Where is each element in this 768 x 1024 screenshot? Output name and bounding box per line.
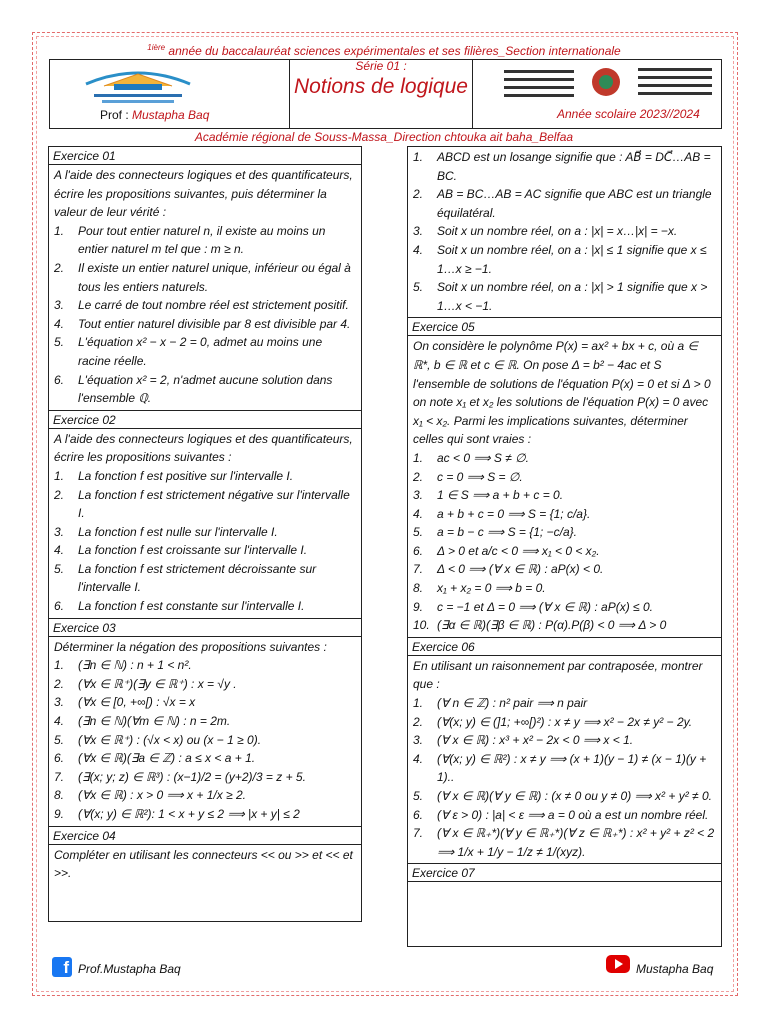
- list-item: [54, 486, 356, 523]
- item-text: (∀(x; y) ∈ ℝ²) : x ≠ y ⟹ (x + 1)(y − 1) ≠ (x − 1)(y + 1)..: [437, 751, 707, 785]
- list-item: [413, 505, 716, 524]
- item-text: x₁ + x₂ = 0 ⟹ b = 0.: [437, 581, 546, 596]
- exercise-list: [413, 694, 716, 861]
- item-number: 5.: [54, 732, 65, 747]
- exercise-body: [408, 147, 721, 317]
- item-text: (∀ x ∈ ℝ₊*)(∀ y ∈ ℝ₊*)(∀ z ∈ ℝ₊*) : x² + y² + z² < 2 ⟹ 1/x + 1/y − 1/z ≠ 1/(xyz).: [437, 826, 715, 859]
- list-item: [54, 786, 356, 805]
- item-number: 1.: [54, 468, 65, 483]
- item-text: (∃n ∈ ℕ)(∀m ∈ ℕ) : n = 2m.: [78, 714, 231, 729]
- item-text: (∀ ε > 0) : |a| < ε ⟹ a = 0 où a est un nombre réel.: [437, 807, 709, 822]
- item-number: 2.: [54, 260, 65, 275]
- list-item: [54, 296, 356, 315]
- list-item: [54, 371, 356, 408]
- prof-label: Prof : Mustapha Baq: [100, 108, 210, 122]
- item-text: La fonction f est constante sur l'intervalle I.: [78, 599, 305, 614]
- item-text: (∀ x ∈ ℝ) : x³ + x² − 2x < 0 ⟹ x < 1.: [437, 733, 634, 748]
- list-item: [413, 713, 716, 732]
- item-text: (∃α ∈ ℝ)(∃β ∈ ℝ) : P(α).P(β) < 0 ⟹ Δ > 0: [437, 618, 667, 633]
- item-text: La fonction f est strictement décroissante sur l'intervalle I.: [78, 561, 317, 595]
- title-box: [289, 59, 473, 129]
- item-number: 3.: [54, 695, 65, 710]
- exercise-section: [49, 147, 361, 410]
- item-text: (∃n ∈ ℕ) : n + 1 < n².: [78, 658, 192, 673]
- item-text: ac < 0 ⟹ S ≠ ∅.: [437, 450, 529, 465]
- item-text: Soit x un nombre réel, on a : |x| > 1 signifie que x > 1…x < −1.: [437, 280, 708, 313]
- list-item: [54, 541, 356, 560]
- exercise-title: Exercice 03: [49, 619, 361, 637]
- list-item: [413, 486, 716, 505]
- item-number: 2.: [413, 714, 424, 729]
- list-item: [413, 806, 716, 825]
- item-text: a + b + c = 0 ⟹ S = {1; c/a}.: [437, 506, 591, 521]
- item-number: 1.: [413, 450, 424, 465]
- item-number: 4.: [54, 543, 65, 558]
- youtube-icon[interactable]: [606, 955, 630, 973]
- item-number: 2.: [413, 187, 424, 202]
- item-number: 3.: [54, 524, 65, 539]
- exercise-title: Exercice 05: [408, 318, 721, 336]
- item-number: 4.: [54, 316, 65, 331]
- item-number: 8.: [54, 788, 65, 803]
- exercise-body: [49, 637, 361, 826]
- list-item: [54, 749, 356, 768]
- school-year: Année scolaire 2023//2024: [557, 107, 700, 121]
- item-number: 1.: [413, 150, 424, 164]
- item-number: 7.: [413, 826, 424, 841]
- list-item: [54, 560, 356, 597]
- item-text: (∀ x ∈ ℝ)(∀ y ∈ ℝ) : (x ≠ 0 ou y ≠ 0) ⟹ x² + y² ≠ 0.: [437, 789, 712, 803]
- item-number: 5.: [54, 335, 65, 350]
- item-number: 4.: [413, 506, 424, 521]
- list-item: [413, 185, 716, 222]
- item-text: La fonction f est strictement négative sur l'intervalle I.: [78, 487, 350, 521]
- list-item: [54, 523, 356, 542]
- item-number: 6.: [54, 372, 65, 387]
- item-text: c = 0 ⟹ S = ∅.: [437, 469, 523, 484]
- right-column: [407, 146, 722, 947]
- academy-line: Académie régional de Souss-Massa_Direction chtouka ait baha_Belfaa: [194, 130, 574, 144]
- item-number: 6.: [413, 543, 424, 558]
- exercise-intro: On considère le polynôme P(x) = ax² + bx + c, où a ∈ ℝ*, b ∈ ℝ et c ∈ ℝ. On pose Δ = b² − 4ac et S l'ensemble de solutions de l'équation P(x) = 0 et si Δ > 0 on note x₁ et x₂ les solutions de l'équation P(x) = 0 avec x₁ < x₂. Parmi les implications suivantes, déterminer celles qui sont vraies :: [413, 339, 711, 447]
- list-item: [413, 560, 716, 579]
- item-text: (∀x ∈ ℝ⁺)(∃y ∈ ℝ⁺) : x = √y .: [78, 676, 237, 691]
- serie-label: Série 01 :: [355, 59, 407, 73]
- item-text: (∀(x; y) ∈ ℝ²): 1 < x + y ≤ 2 ⟹ |x + y| ≤ 2: [78, 807, 300, 821]
- exercise-list: [54, 222, 356, 408]
- exercise-intro: En utilisant un raisonnement par contraposée, montrer que :: [413, 658, 703, 692]
- item-number: 2.: [54, 676, 65, 691]
- list-item: [413, 787, 716, 806]
- item-number: 5.: [54, 561, 65, 576]
- list-item: [54, 222, 356, 259]
- list-item: [54, 259, 356, 296]
- exercise-title: Exercice 07: [408, 864, 721, 882]
- exercise-body: [49, 845, 361, 885]
- exercise-section: [49, 410, 361, 618]
- item-number: 7.: [54, 769, 65, 784]
- facebook-link[interactable]: Prof.Mustapha Baq: [78, 962, 181, 976]
- exercise-body: [49, 429, 361, 618]
- list-item: [54, 467, 356, 486]
- item-number: 5.: [413, 525, 424, 540]
- item-text: (∀x ∈ ℝ)(∃a ∈ ℤ) : a ≤ x < a + 1.: [78, 751, 256, 766]
- item-number: 4.: [413, 751, 424, 766]
- list-item: [54, 693, 356, 712]
- item-text: Pour tout entier naturel n, il existe au moins un entier naturel m tel que : m ≥ n.: [78, 223, 326, 257]
- list-item: [54, 712, 356, 731]
- list-item: [413, 579, 716, 598]
- item-text: (∀x ∈ ℝ) : x > 0 ⟹ x + 1/x ≥ 2.: [78, 788, 246, 803]
- item-number: 7.: [413, 562, 424, 577]
- exercise-title: Exercice 04: [49, 827, 361, 845]
- item-text: ABCD est un losange signifie que : AB⃗ = DC⃗…AB = BC.: [437, 150, 711, 183]
- exercise-body: [408, 336, 721, 637]
- list-item: [54, 805, 356, 824]
- list-item: [54, 315, 356, 334]
- exercise-title: Exercice 02: [49, 411, 361, 429]
- list-item: [413, 278, 716, 315]
- exercise-body: [408, 656, 721, 864]
- list-item: [413, 523, 716, 542]
- item-number: 6.: [413, 807, 424, 822]
- exercise-intro: A l'aide des connecteurs logiques et des quantificateurs, écrire les propositions suivantes, puis déterminer la valeur de leur vérité :: [54, 168, 353, 220]
- list-item: [413, 694, 716, 713]
- item-number: 3.: [413, 733, 424, 748]
- list-item: [413, 750, 716, 787]
- item-number: 4.: [54, 714, 65, 729]
- list-item: [413, 598, 716, 617]
- list-item: [413, 616, 716, 635]
- item-number: 5.: [413, 280, 424, 295]
- ministry-emblem: [500, 62, 715, 104]
- item-text: Le carré de tout nombre réel est strictement positif.: [78, 298, 349, 313]
- exercise-section: [408, 147, 721, 317]
- exercise-title: Exercice 01: [49, 147, 361, 165]
- item-text: (∀(x; y) ∈ (]1; +∞[)²) : x ≠ y ⟹ x² − 2x ≠ y² − 2y.: [437, 714, 693, 729]
- item-number: 9.: [413, 599, 424, 614]
- item-text: (∀x ∈ ℝ⁺) : (√x < x) ou (x − 1 ≥ 0).: [78, 732, 262, 747]
- item-number: 2.: [413, 469, 424, 484]
- item-text: L'équation x² = 2, n'admet aucune solution dans l'ensemble ℚ.: [78, 372, 333, 406]
- list-item: [413, 449, 716, 468]
- item-text: La fonction f est positive sur l'intervalle I.: [78, 468, 294, 483]
- item-text: (∃(x; y; z) ∈ ℝ³) : (x−1)/2 = (y+2)/3 = z + 5.: [78, 769, 306, 784]
- item-number: 6.: [54, 599, 65, 614]
- item-text: La fonction f est croissante sur l'intervalle I.: [78, 543, 308, 558]
- left-column: [48, 146, 362, 922]
- item-text: Δ > 0 et a/c < 0 ⟹ x₁ < 0 < x₂.: [437, 543, 600, 558]
- exercise-list: [54, 656, 356, 823]
- item-text: (∀x ∈ [0, +∞[) : √x = x: [78, 695, 196, 710]
- list-item: [413, 542, 716, 561]
- exercise-list: [54, 467, 356, 616]
- list-item: [54, 768, 356, 787]
- item-text: c = −1 et Δ = 0 ⟹ (∀ x ∈ ℝ) : aP(x) ≤ 0.: [437, 599, 653, 614]
- exercise-section: [408, 863, 721, 882]
- item-text: a = b − c ⟹ S = {1; −c/a}.: [437, 525, 577, 540]
- item-number: 5.: [413, 789, 424, 803]
- page-title: Notions de logique: [294, 75, 468, 98]
- list-item: [54, 333, 356, 370]
- item-number: 10.: [413, 618, 430, 633]
- exercise-body: [49, 165, 361, 410]
- list-item: [54, 656, 356, 675]
- item-number: 4.: [413, 242, 424, 257]
- list-item: [413, 148, 716, 185]
- list-item: [54, 675, 356, 694]
- item-number: 6.: [54, 751, 65, 766]
- item-number: 2.: [54, 487, 65, 502]
- item-text: La fonction f est nulle sur l'intervalle I.: [78, 524, 278, 539]
- exercise-intro: Compléter en utilisant les connecteurs << ou >> et << et >>.: [54, 847, 353, 881]
- item-number: 3.: [413, 224, 424, 239]
- exercise-section: [408, 317, 721, 637]
- item-text: (∀ n ∈ ℤ) : n² pair ⟹ n pair: [437, 696, 588, 711]
- exercise-title: Exercice 06: [408, 638, 721, 656]
- item-number: 1.: [413, 696, 424, 711]
- school-logo: [74, 62, 202, 108]
- item-number: 9.: [54, 807, 65, 821]
- exercise-list: [413, 148, 716, 315]
- item-number: 1.: [54, 658, 65, 673]
- exercise-section: [49, 826, 361, 885]
- youtube-link[interactable]: Mustapha Baq: [636, 962, 714, 976]
- list-item: [54, 731, 356, 750]
- list-item: [413, 241, 716, 278]
- item-text: L'équation x² − x − 2 = 0, admet au moins une racine réelle.: [78, 335, 323, 368]
- list-item: [413, 222, 716, 241]
- exercise-list: [413, 449, 716, 635]
- item-text: Soit x un nombre réel, on a : |x| ≤ 1 signifie que x ≤ 1…x ≥ −1.: [437, 242, 707, 276]
- facebook-icon[interactable]: f: [52, 957, 72, 977]
- item-number: 3.: [54, 298, 65, 313]
- item-number: 1.: [54, 223, 65, 238]
- list-item: [413, 731, 716, 750]
- item-number: 8.: [413, 581, 424, 596]
- exercise-section: [49, 618, 361, 826]
- item-text: Il existe un entier naturel unique, inférieur ou égal à tous les entiers naturels.: [78, 260, 351, 294]
- exercise-intro: Déterminer la négation des propositions suivantes :: [54, 639, 327, 654]
- list-item: [413, 824, 716, 861]
- class-level-line: $^{1ière}$ année du baccalauréat sciences expérimentales et ses filières_Section internationale: [147, 43, 621, 58]
- item-text: Δ < 0 ⟹ (∀ x ∈ ℝ) : aP(x) < 0.: [437, 562, 604, 577]
- list-item: [54, 597, 356, 616]
- exercise-intro: A l'aide des connecteurs logiques et des quantificateurs, écrire les propositions suivantes :: [54, 431, 353, 465]
- item-text: 1 ∈ S ⟹ a + b + c = 0.: [437, 488, 564, 503]
- item-number: 3.: [413, 488, 424, 503]
- list-item: [413, 468, 716, 487]
- item-text: Tout entier naturel divisible par 8 est divisible par 4.: [78, 316, 351, 331]
- exercise-section: [408, 637, 721, 864]
- item-text: AB = BC…AB = AC signifie que ABC est un triangle équilatéral.: [437, 187, 712, 220]
- item-text: Soit x un nombre réel, on a : |x| = x…|x| = −x.: [437, 224, 678, 239]
